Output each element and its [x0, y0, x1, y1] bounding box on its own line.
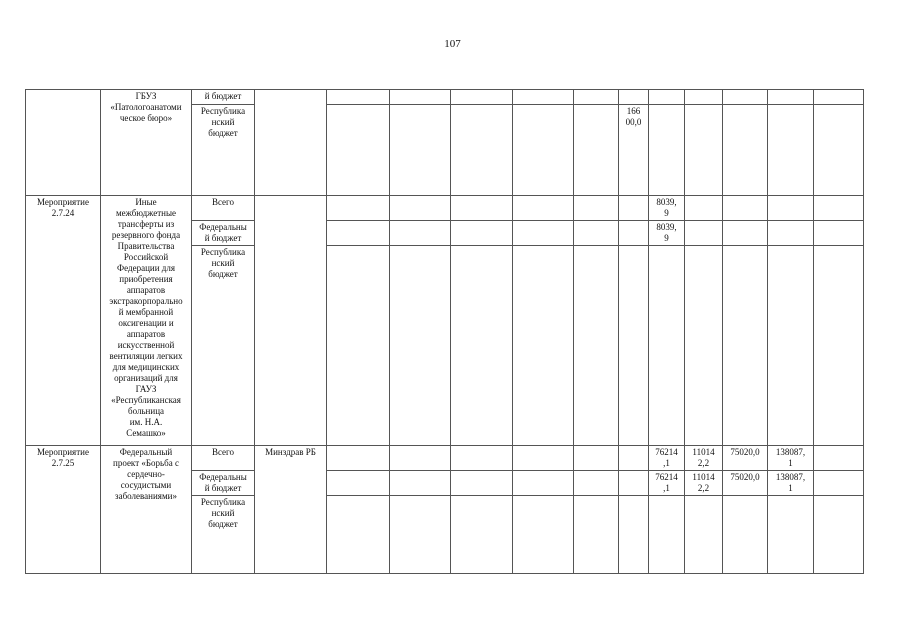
- table-row: [26, 90, 864, 105]
- source-cell: Федеральны й бюджет: [192, 471, 255, 496]
- executor-cell: Минздрав РБ: [255, 446, 327, 574]
- value-cell: 76214 ,1: [649, 446, 685, 471]
- value-cell: 75020,0: [723, 471, 768, 496]
- value-cell: 11014 2,2: [685, 471, 723, 496]
- source-cell: Всего: [192, 196, 255, 221]
- value-cell: 166 00,0: [619, 105, 649, 196]
- source-cell: Всего: [192, 446, 255, 471]
- source-cell: Республика нский бюджет: [192, 496, 255, 574]
- source-cell: Федеральны й бюджет: [192, 221, 255, 246]
- executor-cell: [255, 196, 327, 446]
- page-number: 107: [444, 38, 461, 50]
- budget-table: [25, 89, 864, 574]
- description-cell: ГБУЗ «Патологоанатоми ческое бюро»: [101, 90, 192, 196]
- source-cell: Республика нский бюджет: [192, 105, 255, 196]
- description-cell: Федеральный проект «Борьба с сердечно- сосудистыми заболеваниями»: [101, 446, 192, 574]
- executor-cell: [255, 90, 327, 196]
- value-cell: 8039, 9: [649, 221, 685, 246]
- table-row: [26, 446, 864, 471]
- event-cell: Мероприятие 2.7.24: [26, 196, 101, 446]
- value-cell: 75020,0: [723, 446, 768, 471]
- event-cell: [26, 90, 101, 196]
- value-cell: 76214 ,1: [649, 471, 685, 496]
- value-cell: 8039, 9: [649, 196, 685, 221]
- table-row: [26, 196, 864, 221]
- value-cell: 11014 2,2: [685, 446, 723, 471]
- event-cell: Мероприятие 2.7.25: [26, 446, 101, 574]
- value-cell: 138087, 1: [768, 471, 814, 496]
- description-cell: Иные межбюджетные трансферты из резервного фонда Правительства Российской Федерации для приобретения аппаратов экстракорпорально й мембранной оксигенации и аппаратов искусственной вентиляции легких для медицинских организаций для ГАУЗ «Республиканская больница им. Н.А. Семашко»: [101, 196, 192, 446]
- value-cell: 138087, 1: [768, 446, 814, 471]
- source-cell: Республика нский бюджет: [192, 246, 255, 446]
- source-cell: й бюджет: [192, 90, 255, 105]
